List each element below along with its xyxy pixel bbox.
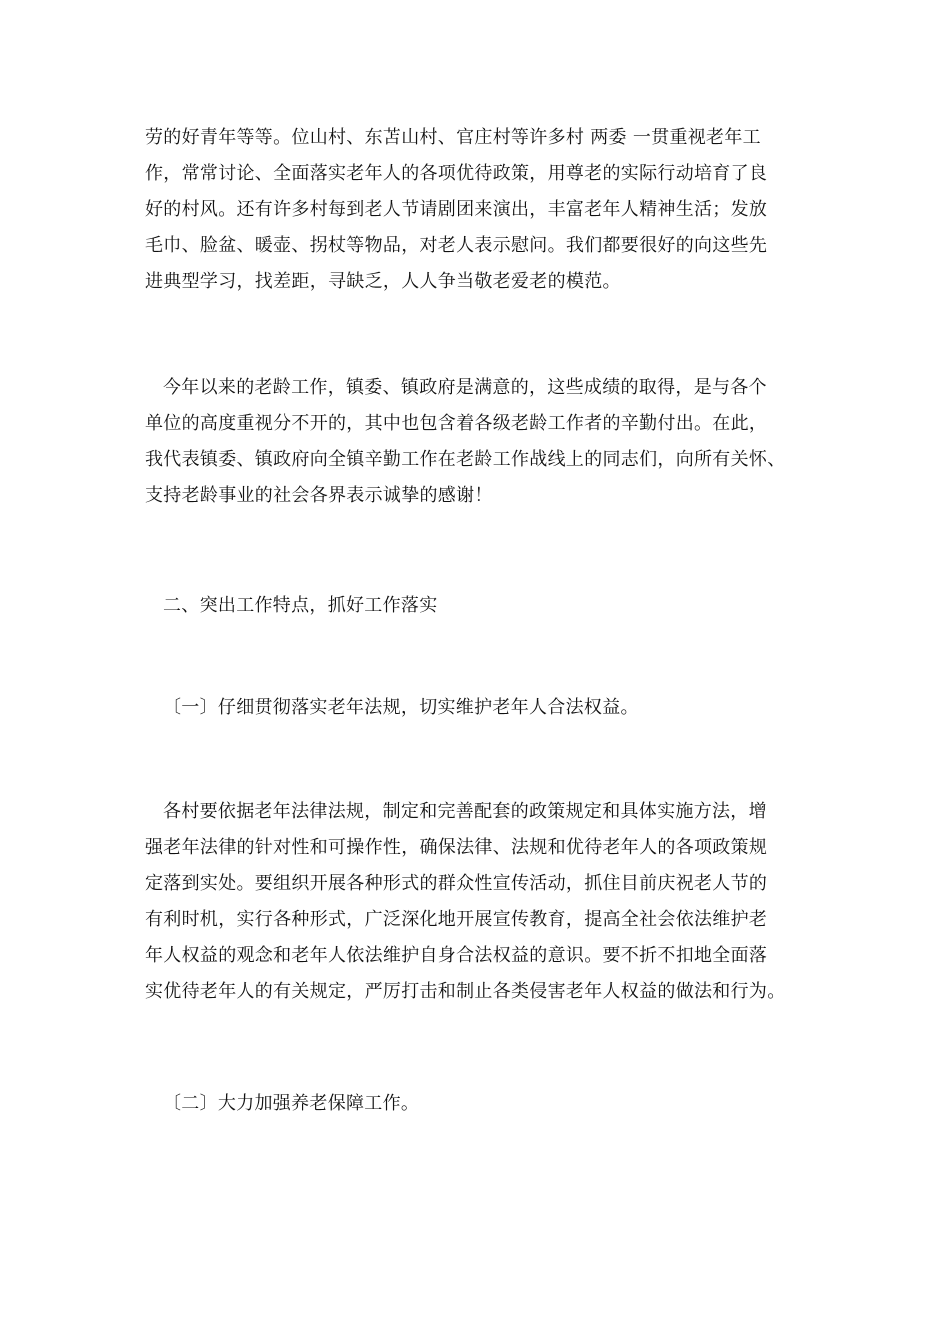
text-line: 定落到实处。要组织开展各种形式的群众性宣传活动，抓住目前庆祝老人节的 bbox=[145, 873, 768, 894]
section-heading: 二、突出工作特点，抓好工作落实 bbox=[163, 595, 438, 616]
text-line: 单位的高度重视分不开的，其中也包含着各级老龄工作者的辛勤付出。在此， bbox=[145, 413, 768, 434]
paragraph-thanks bbox=[145, 370, 825, 514]
section-heading-2 bbox=[145, 588, 825, 624]
text-line: 今年以来的老龄工作，镇委、镇政府是满意的，这些成绩的取得，是与各个 bbox=[163, 377, 767, 398]
text-line: 我代表镇委、镇政府向全镇辛勤工作在老龄工作战线上的同志们，向所有关怀、 bbox=[145, 449, 786, 470]
text-line: 有利时机，实行各种形式，广泛深化地开展宣传教育，提高全社会依法维护老 bbox=[145, 909, 768, 930]
text-line: 实优待老年人的有关规定，严厉打击和制止各类侵害老年人权益的做法和行为。 bbox=[145, 981, 786, 1002]
subheading-2 bbox=[145, 1086, 825, 1122]
text-line: 劳的好青年等等。位山村、东苫山村、官庄村等许多村 两委 一贯重视老年工 bbox=[145, 127, 761, 148]
paragraph-elderly-models bbox=[145, 120, 825, 300]
subsection-heading: 〔二〕大力加强养老保障工作。 bbox=[163, 1093, 420, 1114]
text-line: 强老年法律的针对性和可操作性，确保法律、法规和优待老年人的各项政策规 bbox=[145, 837, 768, 858]
text-line: 各村要依据老年法律法规，制定和完善配套的政策规定和具体实施方法，增 bbox=[163, 801, 767, 822]
text-line: 进典型学习，找差距，寻缺乏，人人争当敬老爱老的模范。 bbox=[145, 271, 621, 292]
paragraph-legal-rights bbox=[145, 794, 825, 1010]
subheading-1 bbox=[145, 690, 825, 726]
text-line: 年人权益的观念和老年人依法维护自身合法权益的意识。要不折不扣地全面落 bbox=[145, 945, 768, 966]
text-line: 毛巾、脸盆、暖壶、拐杖等物品，对老人表示慰问。我们都要很好的向这些先 bbox=[145, 235, 768, 256]
text-line: 好的村风。还有许多村每到老人节请剧团来演出，丰富老年人精神生活；发放 bbox=[145, 199, 768, 220]
subsection-heading: 〔一〕仔细贯彻落实老年法规，切实维护老年人合法权益。 bbox=[163, 697, 639, 718]
text-line: 作，常常讨论、全面落实老年人的各项优待政策，用尊老的实际行动培育了良 bbox=[145, 163, 768, 184]
text-line: 支持老龄事业的社会各界表示诚挚的感谢！ bbox=[145, 485, 493, 506]
